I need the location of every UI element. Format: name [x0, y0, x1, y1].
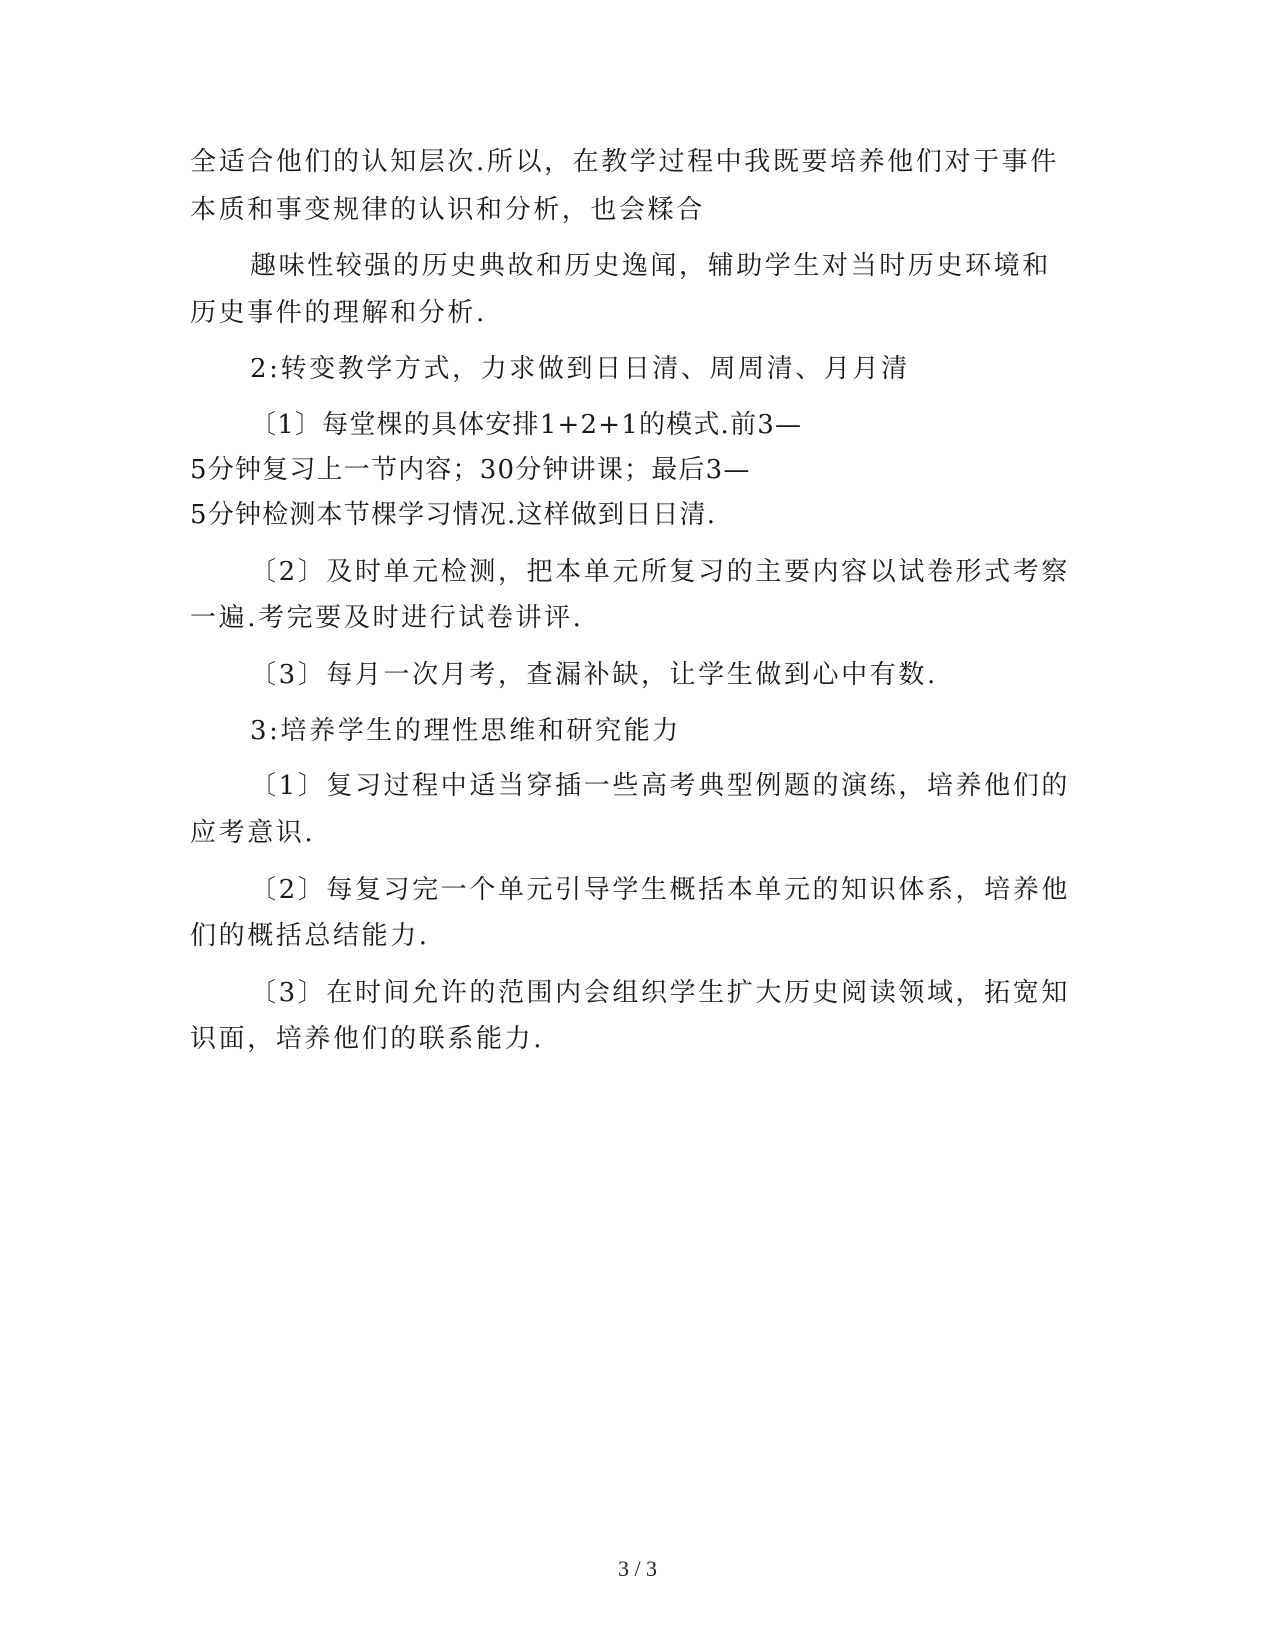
- item-3-2-line-2: 们的概括总结能力.: [190, 921, 430, 951]
- body-line-2: 本质和事变规律的认识和分析，也会糅合: [190, 195, 705, 225]
- item-2-1-line-1: 〔1〕每堂棵的具体安排1+2+1的模式.前3—: [250, 410, 803, 440]
- item-3-1-line-2: 应考意识.: [190, 818, 316, 848]
- item-3-2-line-1: 〔2〕每复习完一个单元引导学生概括本单元的知识体系，培养他: [250, 875, 1070, 905]
- section-heading-2: 2:转变教学方式，力求做到日日清、周周清、月月清: [250, 354, 910, 384]
- page-number: 3 / 3: [617, 1556, 658, 1581]
- item-2-2-line-2: 一遍.考完要及时进行试卷讲评.: [190, 603, 584, 633]
- item-3-1-line-1: 〔1〕复习过程中适当穿插一些高考典型例题的演练，培养他们的: [250, 771, 1070, 801]
- item-2-1-line-3: 5分钟检测本节棵学习情况.这样做到日日清.: [190, 500, 717, 530]
- body-line-4: 历史事件的理解和分析.: [190, 298, 487, 328]
- item-2-3-line-1: 〔3〕每月一次月考，查漏补缺，让学生做到心中有数.: [250, 660, 938, 690]
- body-line-1: 全适合他们的认知层次.所以，在教学过程中我既要培养他们对于事件: [190, 147, 1059, 177]
- section-heading-3: 3:培养学生的理性思维和研究能力: [250, 716, 681, 746]
- body-line-3: 趣味性较强的历史典故和历史逸闻，辅助学生对当时历史环境和: [250, 251, 1051, 281]
- item-3-3-line-2: 识面，培养他们的联系能力.: [190, 1024, 545, 1054]
- item-3-3-line-1: 〔3〕在时间允许的范围内会组织学生扩大历史阅读领域，拓宽知: [250, 978, 1070, 1008]
- item-2-1-line-2: 5分钟复习上一节内容；30分钟讲课；最后3—: [190, 455, 751, 485]
- item-2-2-line-1: 〔2〕及时单元检测，把本单元所复习的主要内容以试卷形式考察: [250, 557, 1070, 587]
